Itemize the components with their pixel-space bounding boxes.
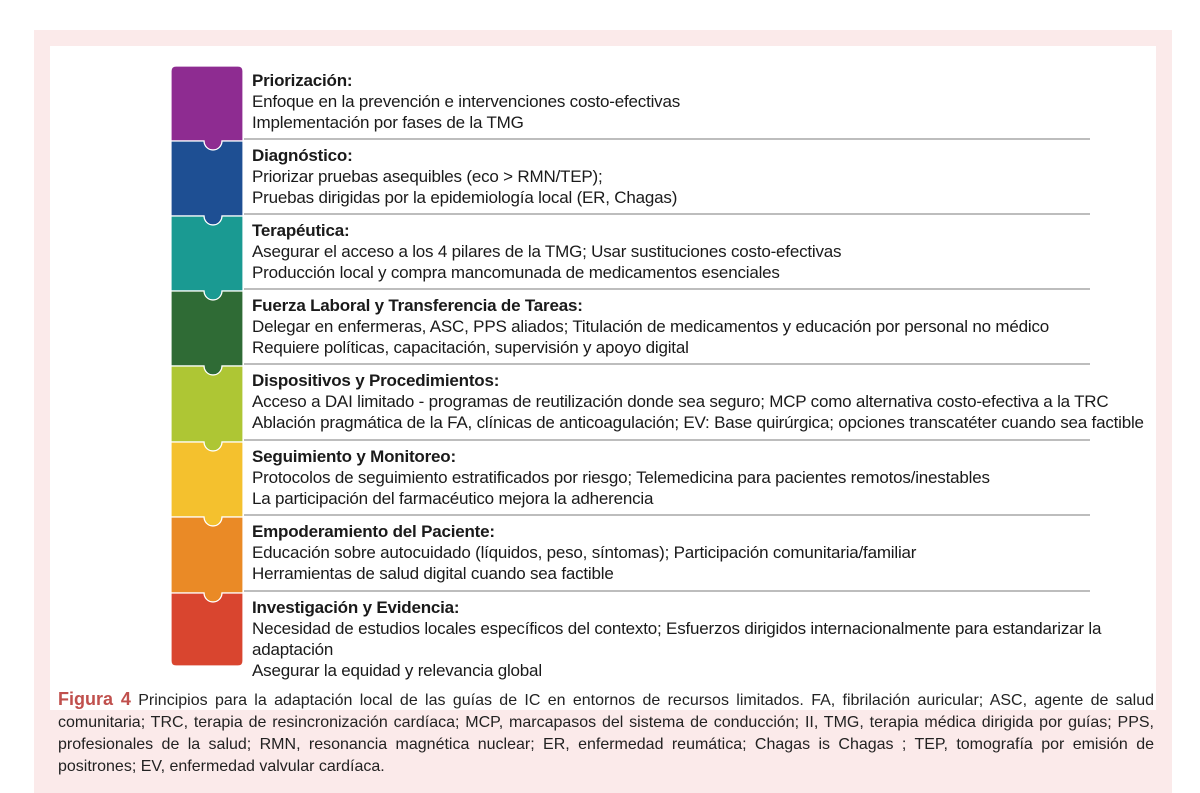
principle-detail: La participación del farmacéutico mejora la adherencia [252,489,654,508]
puzzle-piece [171,366,243,451]
principle-title: Empoderamiento del Paciente: [252,522,495,541]
principle-detail: Enfoque en la prevención e intervenciones costo-efectivas [252,92,681,111]
row-divider [244,213,1090,215]
row-divider [244,439,1090,441]
principle-row [252,597,1152,681]
caption-text: Principios para la adaptación local de las guías de IC en entornos de recursos limitados. FA, fibrilación auricular; ASC, agente de salud comunitaria; TRC, terapia de resincronización cardíaca; MCP, marcapasos del sistema de conducción; II, TMG, terapia médica dirigida por guías; PPS, profesionales de la salud; RMN, resonancia magnética nuclear; ER, enfermedad reumática; Chagas is Chagas ; TEP, tomografía por emisión de positrones; EV, enfermedad valvular cardíaca. [58,692,1155,775]
puzzle-piece [171,291,243,375]
principle-row [252,370,1152,433]
principle-detail: Asegurar el acceso a los 4 pilares de la TMG; Usar sustituciones costo-efectivas [252,242,842,261]
principle-detail: Educación sobre autocuidado (líquidos, peso, síntomas); Participación comunitaria/familiar [252,543,917,562]
principle-row [252,295,1152,358]
row-divider [244,138,1090,140]
principle-detail: Asegurar la equidad y relevancia global [252,661,542,680]
principle-detail: Delegar en enfermeras, ASC, PPS aliados; Titulación de medicamentos y educación por personal no médico [252,317,1049,336]
puzzle-piece [171,517,243,602]
principle-title: Fuerza Laboral y Transferencia de Tareas: [252,296,583,315]
principle-row [252,220,1152,283]
principle-detail: Requiere políticas, capacitación, supervisión y apoyo digital [252,338,689,357]
puzzle-piece [171,442,243,526]
principle-row [252,446,1152,509]
figure-label: Figura 4 [58,689,131,709]
puzzle-piece [171,66,243,150]
principle-detail: Priorizar pruebas asequibles (eco > RMN/TEP); [252,167,603,186]
principle-title: Investigación y Evidencia: [252,598,460,617]
principle-detail: Implementación por fases de la TMG [252,113,524,132]
principle-row [252,521,1152,584]
principle-row [252,145,1152,208]
principle-detail: Acceso a DAI limitado - programas de reutilización donde sea seguro; MCP como alternativa costo-efectiva a la TRC [252,392,1109,411]
row-divider [244,288,1090,290]
principle-title: Seguimiento y Monitoreo: [252,447,456,466]
figure-caption [58,688,1154,778]
principle-title: Terapéutica: [252,221,350,240]
principle-detail: Producción local y compra mancomunada de medicamentos esenciales [252,263,780,282]
puzzle-piece [171,593,243,666]
puzzle-piece [171,141,243,225]
principle-title: Dispositivos y Procedimientos: [252,371,500,390]
puzzle-piece [171,216,243,300]
row-divider [244,514,1090,516]
row-divider [244,363,1090,365]
principle-detail: Protocolos de seguimiento estratificados por riesgo; Telemedicina para pacientes remotos/inestables [252,468,990,487]
principle-detail: Pruebas dirigidas por la epidemiología local (ER, Chagas) [252,188,678,207]
principle-title: Diagnóstico: [252,146,353,165]
principle-row [252,70,1152,133]
principle-detail: Necesidad de estudios locales específicos del contexto; Esfuerzos dirigidos internacionalmente para estandarizar la adaptación [252,619,1102,659]
row-divider [244,590,1090,592]
principle-detail: Herramientas de salud digital cuando sea factible [252,564,614,583]
principle-title: Priorización: [252,71,353,90]
principle-detail: Ablación pragmática de la FA, clínicas de anticoagulación; EV: Base quirúrgica; opciones transcatéter cuando sea factible [252,413,1144,432]
